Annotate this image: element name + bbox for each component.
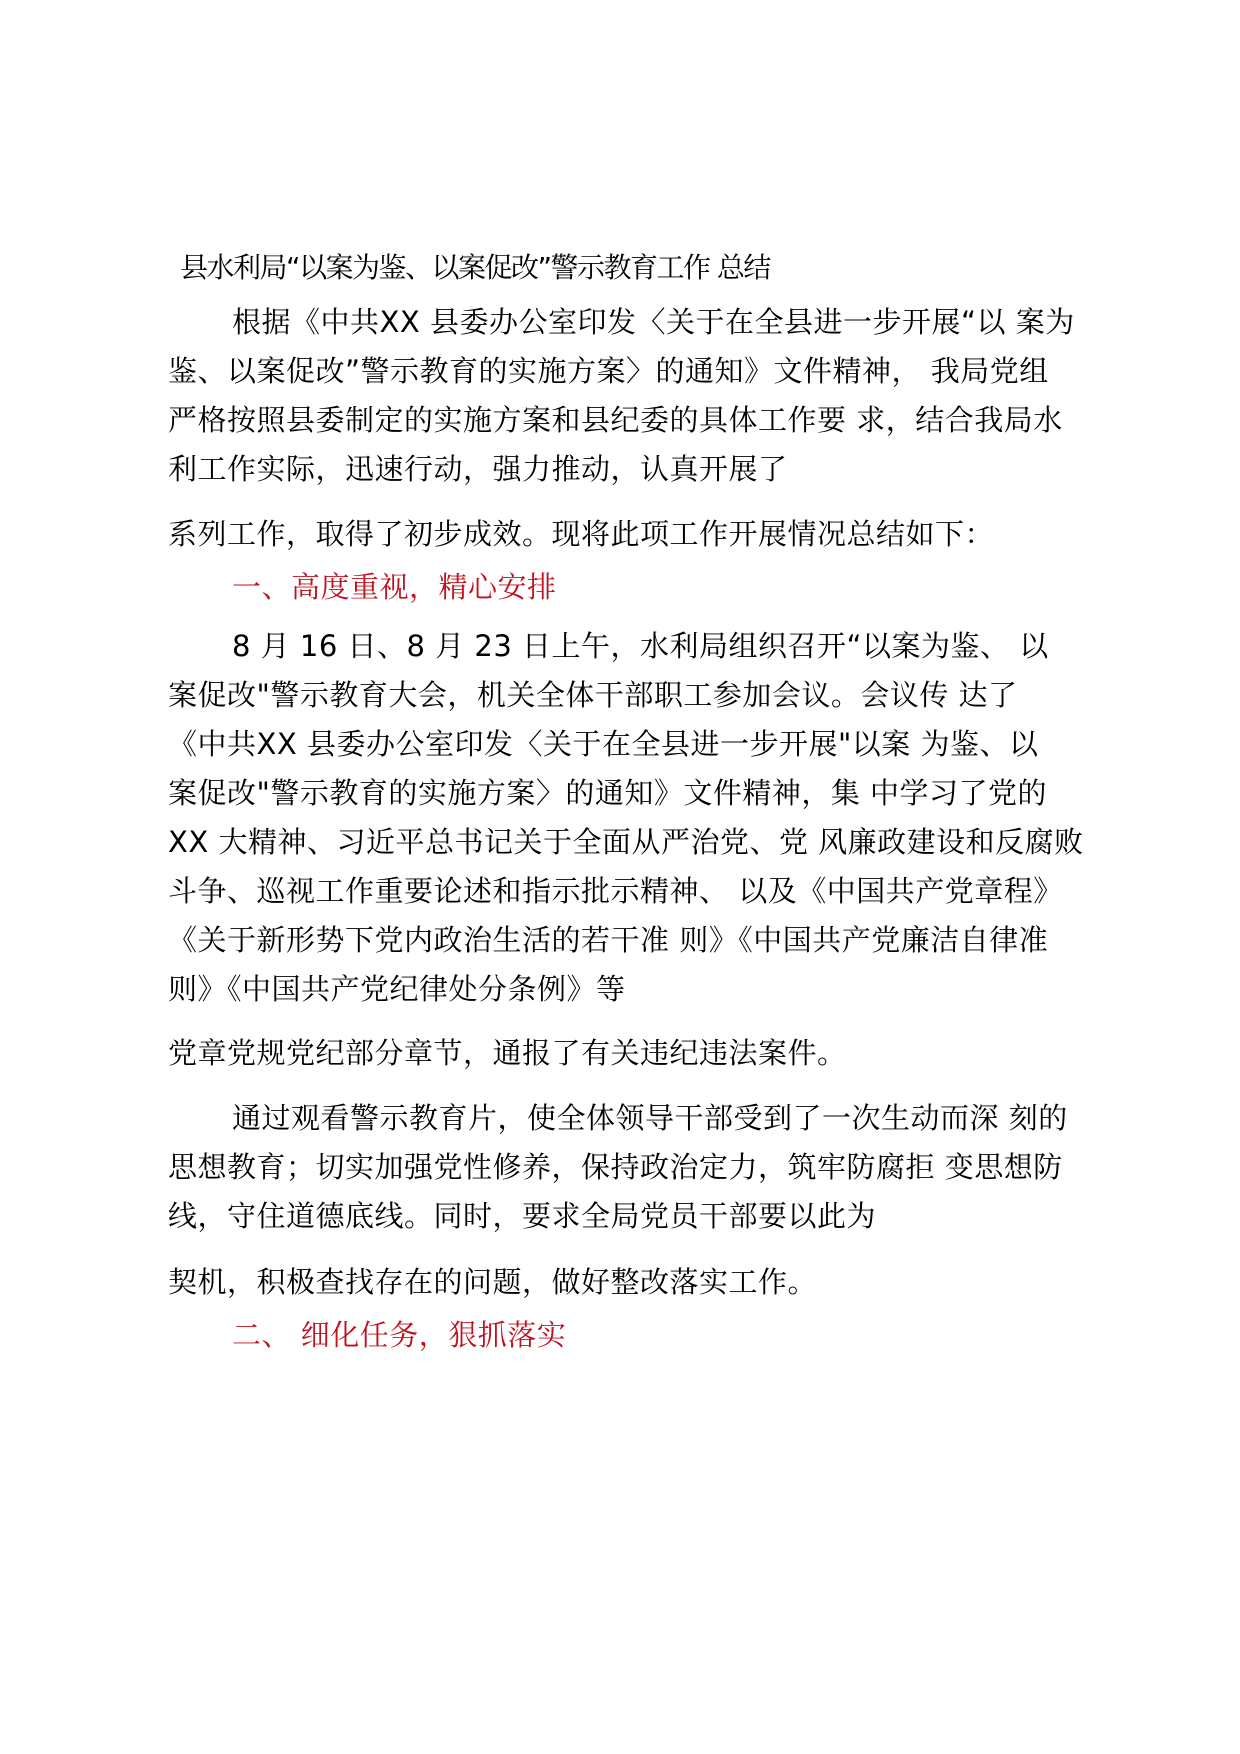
paragraph-line: 思想教育；切实加强党性修养，保持政治定力，筑牢防腐拒 变思想防 — [168, 1150, 1063, 1184]
paragraph-line: 则》《中国共产党纪律处分条例》等 — [168, 972, 626, 1006]
paragraph-line: 严格按照县委制定的实施方案和县纪委的具体工作要 求，结合我局水 — [168, 403, 1063, 437]
paragraph-line: 利工作实际，迅速行动，强力推动，认真开展了 — [168, 452, 788, 486]
paragraph-line: 系列工作，取得了初步成效。现将此项工作开展情况总结如下： — [168, 517, 995, 551]
paragraph-line: 案促改"警示教育的实施方案〉的通知》文件精神，集 中学习了党的 — [168, 776, 1048, 810]
section-heading-2: 二、 细化任务，狠抓落实 — [232, 1318, 567, 1352]
paragraph-line: 根据《中共ⅩⅩ 县委办公室印发〈关于在全县进一步开展“以 案为 — [232, 305, 1075, 339]
paragraph-line: 党章党规党纪部分章节，通报了有关违纪违法案件。 — [168, 1036, 847, 1070]
paragraph-line: 契机，积极查找存在的问题，做好整改落实工作。 — [168, 1265, 818, 1299]
paragraph-line: 8 月 16 日、8 月 23 日上午，水利局组织召开“以案为鉴、 以 — [232, 629, 1049, 663]
paragraph-line: 线，守住道德底线。同时，要求全局党员干部要以此为 — [168, 1199, 877, 1233]
paragraph-line: 通过观看警示教育片，使全体领导干部受到了一次生动而深 刻的 — [232, 1101, 1068, 1135]
paragraph-line: 案促改"警示教育大会，机关全体干部职工参加会议。会议传 达了 — [168, 678, 1018, 712]
paragraph-line: 鉴、以案促改”警示教育的实施方案〉的通知》文件精神， 我局党组 — [168, 354, 1049, 388]
paragraph-line: 《关于新形势下党内政治生活的若干准 则》《中国共产党廉洁自律准 — [168, 923, 1049, 957]
paragraph-line: ⅩⅩ 大精神、习近平总书记关于全面从严治党、党 风廉政建设和反腐败 — [168, 825, 1084, 859]
paragraph-line: 《中共ⅩⅩ 县委办公室印发〈关于在全县进一步开展"以案 为鉴、以 — [168, 727, 1039, 761]
section-heading-1: 一、高度重视，精心安排 — [232, 570, 557, 604]
document-title: 县水利局“以案为鉴、以案促改”警示教育工作 总结 — [180, 251, 770, 284]
paragraph-line: 斗争、巡视工作重要论述和指示批示精神、 以及《中国共产党章程》 — [168, 874, 1063, 908]
